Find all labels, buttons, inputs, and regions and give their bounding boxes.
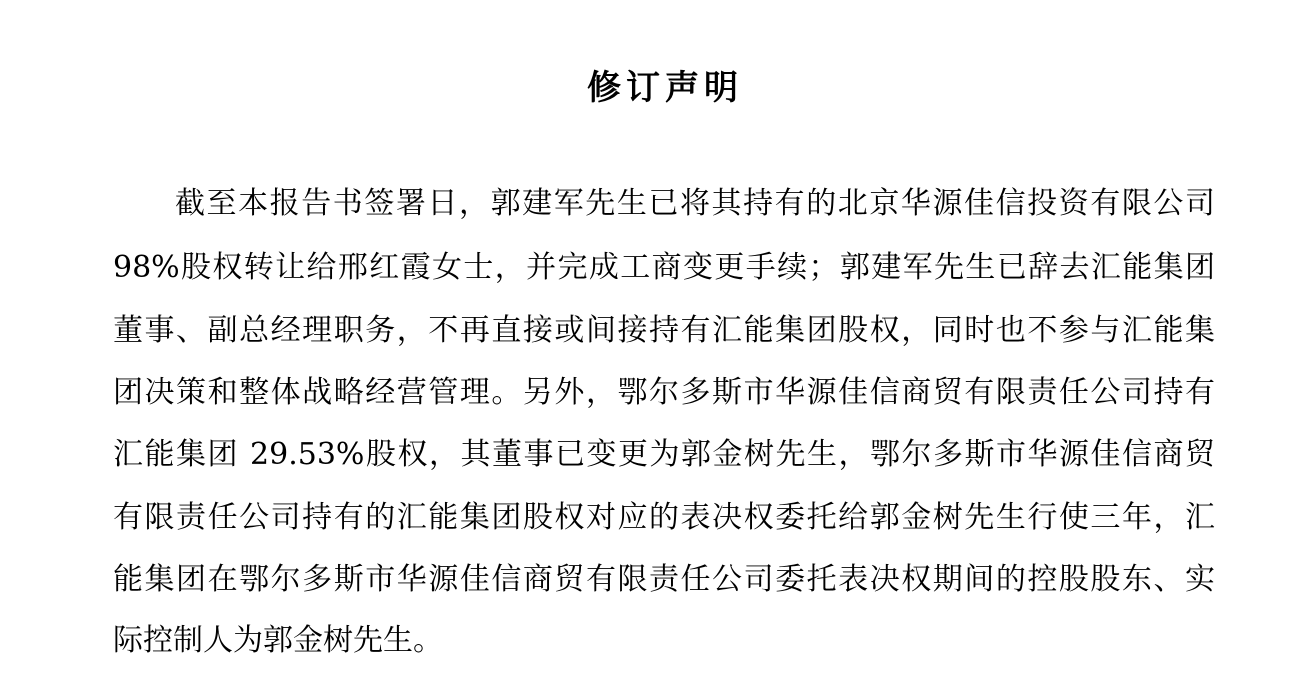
paragraph-line-3: 董事、副总经理职务，不再直接或间接持有汇能集团股权，同时也不参与汇能集 <box>113 313 1215 348</box>
paragraph-line-1: 截至本报告书签署日，郭建军先生已将其持有的北京华源佳信投资有限公司 <box>175 186 1215 221</box>
paragraph-line-8: 际控制人为郭金树先生。 <box>113 623 443 658</box>
paragraph-line-5: 汇能集团 29.53%股权，其董事已变更为郭金树先生，鄂尔多斯市华源佳信商贸 <box>113 437 1215 472</box>
paragraph-line-6: 有限责任公司持有的汇能集团股权对应的表决权委托给郭金树先生行使三年，汇 <box>113 500 1215 535</box>
paragraph-line-2: 98%股权转让给邢红霞女士，并完成工商变更手续；郭建军先生已辞去汇能集团 <box>113 250 1215 285</box>
document-title: 修订声明 <box>587 68 743 108</box>
paragraph-line-4: 团决策和整体战略经营管理。另外，鄂尔多斯市华源佳信商贸有限责任公司持有 <box>113 375 1215 410</box>
paragraph-line-7: 能集团在鄂尔多斯市华源佳信商贸有限责任公司委托表决权期间的控股股东、实 <box>113 562 1215 597</box>
